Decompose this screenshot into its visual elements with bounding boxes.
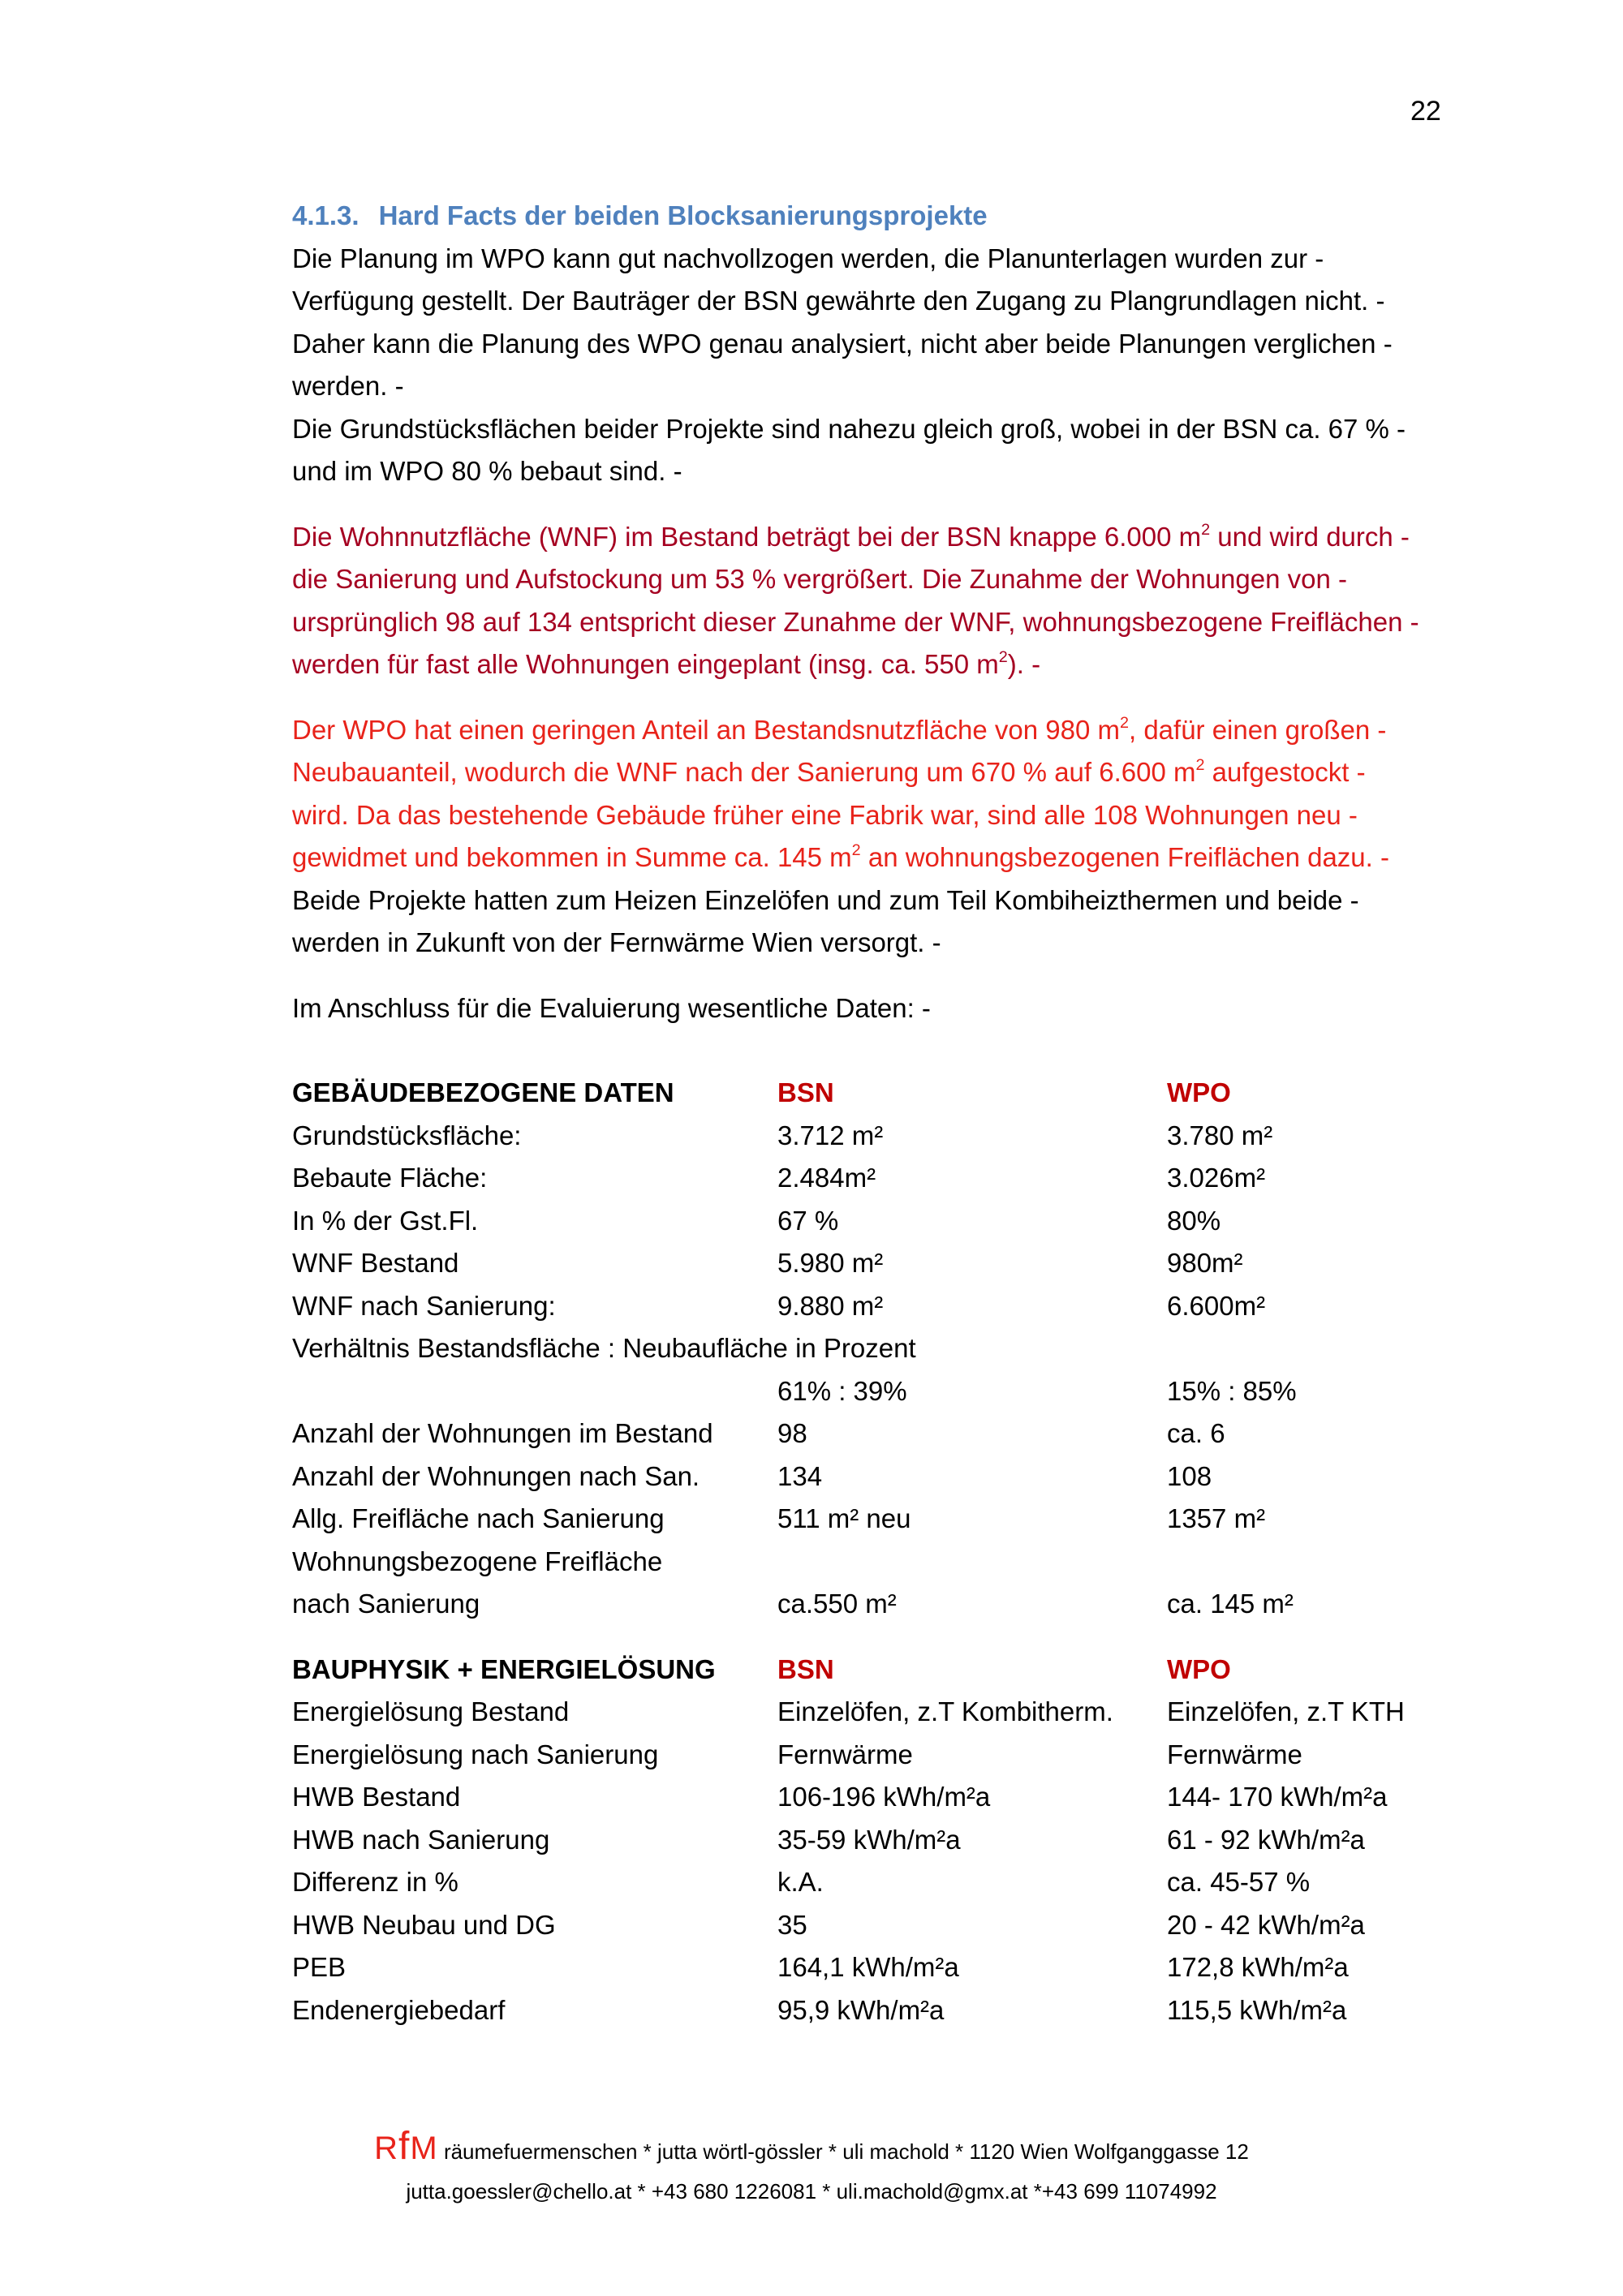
row-bsn-value: 35-59 kWh/m²a xyxy=(777,1824,961,1855)
table-row xyxy=(292,1819,1461,1862)
row-bsn-value: 35 xyxy=(777,1909,807,1940)
row-bsn-value: 67 % xyxy=(777,1205,839,1236)
row-label: WNF Bestand xyxy=(292,1248,459,1278)
row-label: WNF nach Sanierung: xyxy=(292,1290,556,1321)
table-header-row xyxy=(292,1072,1461,1115)
row-label: Bebaute Fläche: xyxy=(292,1163,488,1193)
text-line: Daher kann die Planung des WPO genau analysiert, nicht aber beide Planungen verglichen - xyxy=(292,328,1393,359)
row-wpo-value: 3.026m² xyxy=(1167,1163,1266,1193)
text-line: Beide Projekte hatten zum Heizen Einzelöfen und zum Teil Kombiheizthermen und beide - xyxy=(292,884,1359,915)
table-row xyxy=(292,1327,1461,1370)
row-bsn-value xyxy=(777,1541,1167,1584)
text-line: werden für fast alle Wohnungen eingeplant (insg. ca. 550 $m^2$). - xyxy=(292,648,1041,679)
text-line: die Sanierung und Aufstockung um 53 % vergrößert. Die Zunahme der Wohnungen von - xyxy=(292,564,1347,594)
row-label: In % der Gst.Fl. xyxy=(292,1205,479,1236)
row-wpo-value: Einzelöfen, z.T KTH xyxy=(1167,1696,1405,1726)
table-header-wpo: WPO xyxy=(1167,1653,1231,1684)
row-wpo-value xyxy=(1167,1541,1461,1584)
paragraph-plots xyxy=(292,408,1461,493)
row-wpo-value: 115,5 kWh/m²a xyxy=(1167,1994,1347,2025)
row-bsn-value: 511 m² neu xyxy=(777,1503,911,1533)
table-row xyxy=(292,1776,1461,1819)
table-row xyxy=(292,1734,1461,1777)
table-row xyxy=(292,1115,1461,1158)
row-bsn-value: 106-196 kWh/m²a xyxy=(777,1782,991,1812)
row-label: HWB Bestand xyxy=(292,1782,461,1812)
text-line: und im WPO 80 % bebaut sind. - xyxy=(292,456,682,486)
row-wpo-value: 20 - 42 kWh/m²a xyxy=(1167,1909,1365,1940)
row-wpo-value: 980m² xyxy=(1167,1248,1243,1278)
row-bsn-value: 134 xyxy=(777,1460,823,1491)
table-header-bsn: BSN xyxy=(777,1653,834,1684)
table-row xyxy=(292,1861,1461,1904)
row-label: Verhältnis Bestandsfläche : Neubaufläche in Prozent xyxy=(292,1333,916,1363)
row-label: Energielösung nach Sanierung xyxy=(292,1739,659,1769)
row-bsn-value: 2.484m² xyxy=(777,1163,876,1193)
paragraph-heating xyxy=(292,879,1461,965)
row-bsn-value: 61% : 39% xyxy=(777,1375,907,1406)
text-line: Neubauanteil, wodurch die WNF nach der Sanierung um 670 % auf 6.600 $m^2$ aufgestockt - xyxy=(292,756,1366,787)
table-header-label: GEBÄUDEBEZOGENE DATEN xyxy=(292,1077,674,1107)
row-wpo-value: 144- 170 kWh/m²a xyxy=(1167,1782,1388,1812)
row-label xyxy=(292,1370,777,1413)
paragraph-wpo xyxy=(292,709,1461,879)
row-wpo-value: 3.780 m² xyxy=(1167,1120,1273,1150)
footer-contact: jutta.goessler@chello.at * +43 680 1226081 * uli.machold@gmx.at *+43 699 11074992 xyxy=(406,2179,1217,2204)
section-title: Hard Facts der beiden Blocksanierungsprojekte xyxy=(378,200,988,230)
row-label: Wohnungsbezogene Freifläche xyxy=(292,1546,663,1576)
row-label: HWB Neubau und DG xyxy=(292,1909,556,1940)
paragraph-intro-data: Im Anschluss für die Evaluierung wesentliche Daten: - xyxy=(292,992,931,1023)
text-line: Verfügung gestellt. Der Bauträger der BSN gewährte den Zugang zu Plangrundlagen nicht. - xyxy=(292,286,1385,316)
row-wpo-value: Fernwärme xyxy=(1167,1739,1302,1769)
footer-address xyxy=(0,2124,1623,2169)
table-row xyxy=(292,1157,1461,1200)
table-header-wpo: WPO xyxy=(1167,1077,1231,1107)
table-row xyxy=(292,1989,1461,2032)
row-wpo-value: 15% : 85% xyxy=(1167,1375,1297,1406)
section-number: 4.1.3. xyxy=(292,200,359,230)
table-row xyxy=(292,1541,1461,1584)
row-label: Grundstücksfläche: xyxy=(292,1120,522,1150)
row-wpo-value: 61 - 92 kWh/m²a xyxy=(1167,1824,1365,1855)
row-bsn-value: 98 xyxy=(777,1418,807,1448)
table-row xyxy=(292,1946,1461,1989)
text-line: werden. - xyxy=(292,371,404,401)
row-label: nach Sanierung xyxy=(292,1589,480,1619)
table-header-bsn: BSN xyxy=(777,1077,834,1107)
row-bsn-value: 9.880 m² xyxy=(777,1290,884,1321)
rfm-logo: RfM xyxy=(374,2125,438,2168)
table-row xyxy=(292,1583,1461,1626)
text-line: werden in Zukunft von der Fernwärme Wien versorgt. - xyxy=(292,927,941,957)
row-bsn-value: Einzelöfen, z.T Kombitherm. xyxy=(777,1696,1113,1726)
table-row xyxy=(292,1455,1461,1498)
table-row xyxy=(292,1242,1461,1285)
table-row xyxy=(292,1498,1461,1541)
footer-address-text: räumefuermenschen * jutta wörtl-gössler * uli machold * 1120 Wien Wolfganggasse 12 xyxy=(437,2139,1249,2164)
table-row xyxy=(292,1285,1461,1328)
row-label: Allg. Freifläche nach Sanierung xyxy=(292,1503,665,1533)
row-label: Anzahl der Wohnungen im Bestand xyxy=(292,1418,713,1448)
page-number: 22 xyxy=(1410,96,1441,127)
table-header-label: BAUPHYSIK + ENERGIELÖSUNG xyxy=(292,1653,716,1684)
text-line: Die Wohnnutzfläche (WNF) im Bestand beträgt bei der BSN knappe 6.000 $m^2$ und wird durch - xyxy=(292,520,1410,552)
row-bsn-value: k.A. xyxy=(777,1867,824,1897)
row-bsn-value: 95,9 kWh/m²a xyxy=(777,1994,945,2025)
row-wpo-value: ca. 145 m² xyxy=(1167,1589,1294,1619)
text-line: ursprünglich 98 auf 134 entspricht dieser Zunahme der WNF, wohnungsbezogene Freiflächen - xyxy=(292,606,1419,637)
text-line: gewidmet und bekommen in Summe ca. 145 $m^2$ an wohnungsbezogenen Freiflächen dazu. - xyxy=(292,841,1389,872)
text-line: Die Planung im WPO kann gut nachvollzogen werden, die Planunterlagen wurden zur - xyxy=(292,243,1324,273)
main-content xyxy=(292,195,1461,2032)
section-heading xyxy=(292,195,1461,238)
table-row xyxy=(292,1691,1461,1734)
row-wpo-value: ca. 45-57 % xyxy=(1167,1867,1311,1897)
text-line: Die Grundstücksflächen beider Projekte sind nahezu gleich groß, wobei in der BSN ca. 67 % - xyxy=(292,413,1406,444)
row-bsn-value: 164,1 kWh/m²a xyxy=(777,1952,959,1982)
energy-data-table xyxy=(292,1649,1461,2032)
row-label: PEB xyxy=(292,1952,347,1982)
row-bsn-value: 3.712 m² xyxy=(777,1120,884,1150)
table-row xyxy=(292,1200,1461,1243)
table-header-row xyxy=(292,1649,1461,1692)
table-row xyxy=(292,1412,1461,1455)
text-line: Der WPO hat einen geringen Anteil an Bestandsnutzfläche von 980 $m^2$, dafür einen großen - xyxy=(292,713,1387,745)
building-data-table xyxy=(292,1072,1461,1626)
row-label: Anzahl der Wohnungen nach San. xyxy=(292,1460,700,1491)
table-row xyxy=(292,1370,1461,1413)
paragraph-planning xyxy=(292,238,1461,408)
row-wpo-value: 1357 m² xyxy=(1167,1503,1266,1533)
row-wpo-value: 172,8 kWh/m²a xyxy=(1167,1952,1349,1982)
row-label: Endenergiebedarf xyxy=(292,1994,506,2025)
row-label: HWB nach Sanierung xyxy=(292,1824,550,1855)
row-wpo-value: 108 xyxy=(1167,1460,1212,1491)
row-wpo-value: 6.600m² xyxy=(1167,1290,1266,1321)
row-label: Differenz in % xyxy=(292,1867,458,1897)
row-label: Energielösung Bestand xyxy=(292,1696,570,1726)
row-wpo-value: 80% xyxy=(1167,1205,1221,1236)
row-bsn-value: 5.980 m² xyxy=(777,1248,884,1278)
row-wpo-value: ca. 6 xyxy=(1167,1418,1225,1448)
text-line: wird. Da das bestehende Gebäude früher eine Fabrik war, sind alle 108 Wohnungen neu - xyxy=(292,799,1358,830)
table-row xyxy=(292,1904,1461,1947)
row-bsn-value: ca.550 m² xyxy=(777,1589,897,1619)
paragraph-bsn xyxy=(292,516,1461,686)
row-bsn-value: Fernwärme xyxy=(777,1739,913,1769)
